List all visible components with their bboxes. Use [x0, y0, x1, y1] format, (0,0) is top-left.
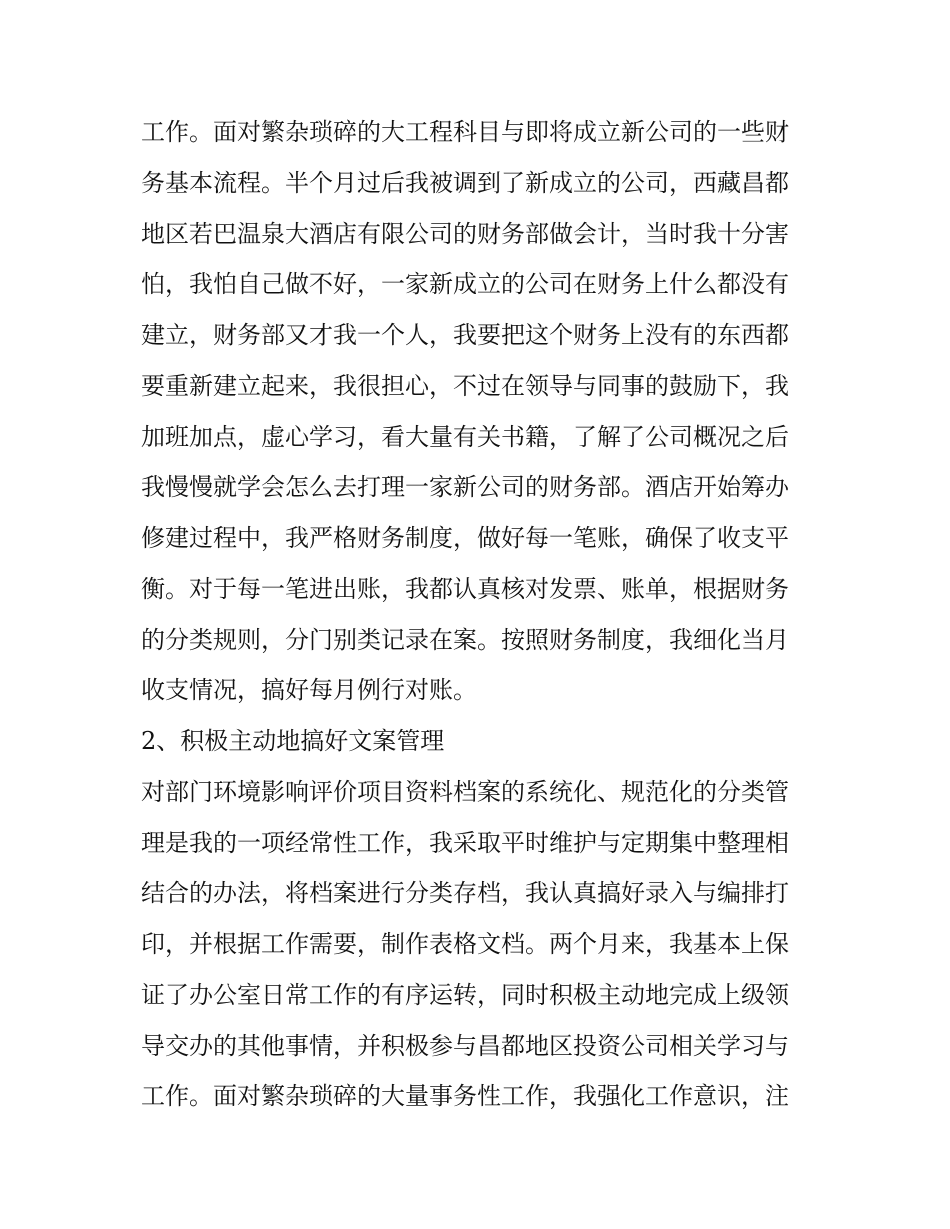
text-line: 证了办公室日常工作的有序运转，同时积极主动地完成上级领 [141, 980, 789, 1009]
text-line: 要重新建立起来，我很担心，不过在领导与同事的鼓励下，我 [141, 371, 789, 400]
text-line: 怕，我怕自己做不好，一家新成立的公司在财务上什么都没有 [141, 270, 789, 299]
text-line: 修建过程中，我严格财务制度，做好每一笔账，确保了收支平 [141, 524, 789, 552]
text-line: 务基本流程。半个月过后我被调到了新成立的公司，西藏昌都 [141, 168, 789, 197]
text-line: 对部门环境影响评价项目资料档案的系统化、规范化的分类管 [141, 777, 789, 806]
section-heading: 2、积极主动地搞好文案管理 [141, 727, 445, 755]
text-line: 工作。面对繁杂琐碎的大量事务性工作，我强化工作意识，注 [141, 1082, 789, 1111]
text-line: 的分类规则，分门别类记录在案。按照财务制度，我细化当月 [141, 625, 789, 654]
document-body [141, 107, 821, 1122]
text-line: 地区若巴温泉大酒店有限公司的财务部做会计，当时我十分害 [141, 219, 789, 248]
text-line: 衡。对于每一笔进出账，我都认真核对发票、账单，根据财务 [141, 574, 789, 603]
text-line: 我慢慢就学会怎么去打理一家新公司的财务部。酒店开始筹办 [141, 473, 789, 502]
text-line: 导交办的其他事情，并积极参与昌都地区投资公司相关学习与 [141, 1031, 789, 1060]
text-line: 收支情况，搞好每月例行对账。 [141, 676, 477, 705]
text-line: 印，并根据工作需要，制作表格文档。两个月来，我基本上保 [141, 930, 789, 958]
text-line: 结合的办法，将档案进行分类存档，我认真搞好录入与编排打 [141, 879, 789, 908]
text-line: 加班加点，虚心学习，看大量有关书籍，了解了公司概况之后 [141, 422, 789, 451]
text-line: 理是我的一项经常性工作，我采取平时维护与定期集中整理相 [141, 828, 789, 857]
text-line: 工作。面对繁杂琐碎的大工程科目与即将成立新公司的一些财 [141, 118, 789, 146]
text-line: 建立，财务部又才我一个人，我要把这个财务上没有的东西都 [141, 321, 789, 349]
